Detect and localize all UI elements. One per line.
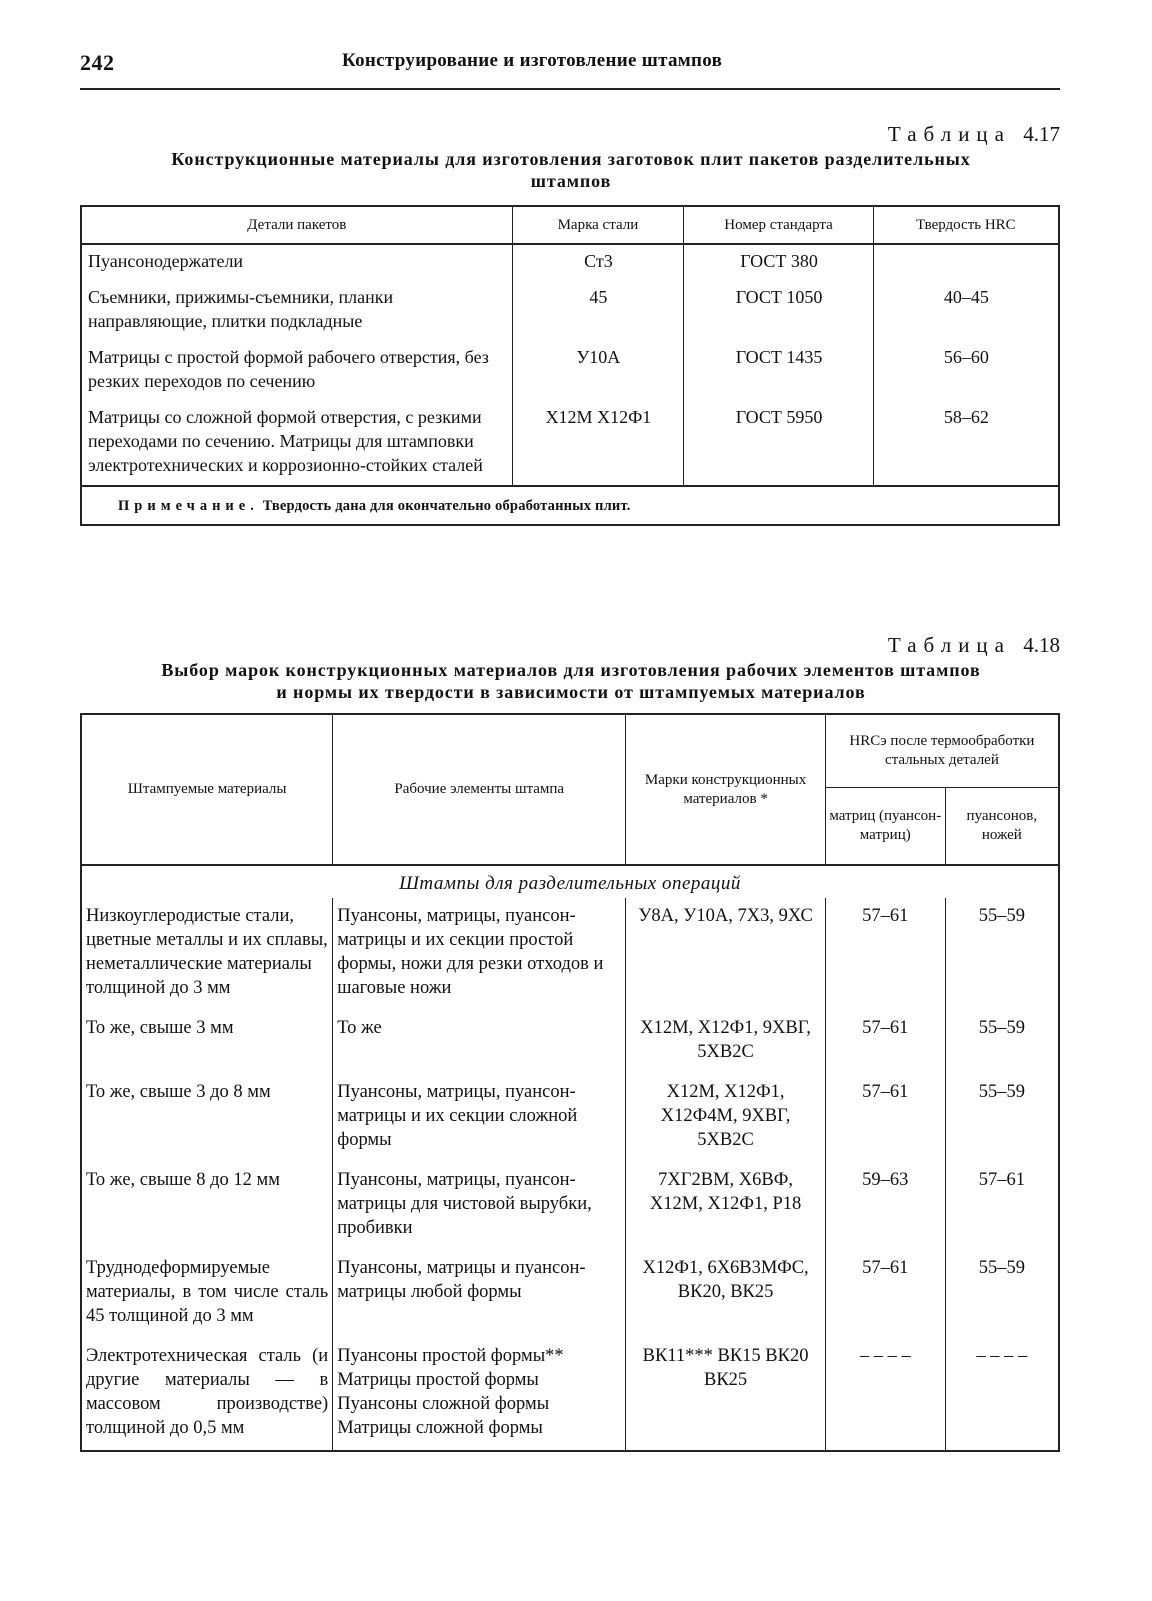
table-418-label: Таблица 4.18 <box>887 633 1060 657</box>
table-cell: Матрицы со сложной формой отверстия, с резкими переходами по сечению. Матрицы для штамповки электротехнических и коррозионно-стойких сталей <box>81 401 512 486</box>
table-cell: – – – – <box>945 1338 1059 1451</box>
table-cell: 57–61 <box>825 1250 945 1338</box>
table-cell: ГОСТ 1435 <box>684 341 874 401</box>
table-cell <box>873 244 1059 281</box>
table-cell: 56–60 <box>873 341 1059 401</box>
table-418-header-row <box>81 714 1059 788</box>
table-417-label: Таблица 4.17 <box>887 122 1060 146</box>
table-cell: Х12М, Х12Ф1, 9ХВГ, 5ХВ2С <box>626 1010 826 1074</box>
table-cell: Низкоуглеродистые стали, цветные металлы и их сплавы, неметаллические материалы толщиной до 3 мм <box>81 898 333 1010</box>
table-cell: Х12Ф1, 6Х6В3МФС, ВК20, ВК25 <box>626 1250 826 1338</box>
table-cell: 57–61 <box>825 1010 945 1074</box>
table-row <box>81 1338 1059 1451</box>
table-417-caption: Конструкционные материалы для изготовления заготовок плит пакетов разделительных штампов <box>171 149 971 191</box>
table-418 <box>80 713 1060 1452</box>
page-header <box>80 48 1060 90</box>
table-cell: ВК11*** ВК15 ВК20 ВК25 <box>626 1338 826 1451</box>
table-cell: 45 <box>512 281 684 341</box>
section-row <box>81 865 1059 898</box>
table-cell: ГОСТ 5950 <box>684 401 874 486</box>
running-title: Конструирование и изготовление штампов <box>342 50 723 71</box>
table-row <box>81 341 1059 401</box>
table-418-caption: Выбор марок конструкционных материалов для изготовления рабочих элементов штампов и нормы их твердости в зависимости от штампуемых материалов <box>161 660 981 702</box>
table-cell: 55–59 <box>945 1074 1059 1162</box>
column-header: Марки конструкционных материалов * <box>626 714 826 865</box>
table-cell: Пуансоны, матрицы, пуансон-матрицы и их секции сложной формы <box>333 1074 626 1162</box>
table-cell: 57–61 <box>825 1074 945 1162</box>
table-cell: Съемники, прижимы-съемники, планки направляющие, плитки подкладные <box>81 281 512 341</box>
table-cell: То же, свыше 3 мм <box>81 1010 333 1074</box>
table-cell: Труднодеформируемые материалы, в том числе сталь 45 толщиной до 3 мм <box>81 1250 333 1338</box>
table-cell: ГОСТ 380 <box>684 244 874 281</box>
column-header: Рабочие элементы штампа <box>333 714 626 865</box>
table-cell: То же, свыше 3 до 8 мм <box>81 1074 333 1162</box>
table-cell: Х12М Х12Ф1 <box>512 401 684 486</box>
table-cell: Пуансоны, матрицы, пуансон-матрицы для чистовой вырубки, пробивки <box>333 1162 626 1250</box>
table-cell: Х12М, Х12Ф1, Х12Ф4М, 9ХВГ, 5ХВ2С <box>626 1074 826 1162</box>
column-group-header: HRCэ после термообработки стальных деталей <box>825 714 1059 788</box>
table-cell: Пуансоны простой формы** Матрицы простой формы Пуансоны сложной формы Матрицы сложной формы <box>333 1338 626 1451</box>
table-cell: У8А, У10А, 7Х3, 9ХС <box>626 898 826 1010</box>
table-cell: Ст3 <box>512 244 684 281</box>
table-cell: То же <box>333 1010 626 1074</box>
table-cell: – – – – <box>825 1338 945 1451</box>
table-cell: Матрицы с простой формой рабочего отверстия, без резких переходов по сечению <box>81 341 512 401</box>
table-cell: 57–61 <box>945 1162 1059 1250</box>
table-row <box>81 244 1059 281</box>
table-cell: Электротехническая сталь (и другие материалы — в массовом производстве) толщиной до 0,5 мм <box>81 1338 333 1451</box>
table-row <box>81 1010 1059 1074</box>
table-cell: 55–59 <box>945 898 1059 1010</box>
table-cell: 7ХГ2ВМ, Х6ВФ, Х12М, Х12Ф1, Р18 <box>626 1162 826 1250</box>
table-cell: Пуансоны, матрицы и пуансон-матрицы любой формы <box>333 1250 626 1338</box>
column-header: Твердость HRC <box>873 206 1059 244</box>
column-header: Номер стандарта <box>684 206 874 244</box>
table-cell: Пуансоны, матрицы, пуансон-матрицы и их секции простой формы, ножи для резки отходов и шаговые ножи <box>333 898 626 1010</box>
table-note-row <box>81 486 1059 525</box>
table-cell: То же, свыше 8 до 12 мм <box>81 1162 333 1250</box>
table-417 <box>80 205 1060 526</box>
table-row <box>81 1074 1059 1162</box>
table-cell: ГОСТ 1050 <box>684 281 874 341</box>
table-cell: 57–61 <box>825 898 945 1010</box>
column-header: Штампуемые материалы <box>81 714 333 865</box>
column-header: Детали пакетов <box>81 206 512 244</box>
table-cell: Пуансонодержатели <box>81 244 512 281</box>
table-row <box>81 898 1059 1010</box>
table-cell: 55–59 <box>945 1250 1059 1338</box>
column-header: матриц (пуансон-матриц) <box>825 788 945 866</box>
column-header: Марка стали <box>512 206 684 244</box>
table-cell: 58–62 <box>873 401 1059 486</box>
table-note <box>81 486 1059 525</box>
table-cell: 40–45 <box>873 281 1059 341</box>
section-title: Штампы для разделительных операций <box>81 865 1059 898</box>
note-text: Твердость дана для окончательно обработанных плит. <box>262 498 631 514</box>
table-row <box>81 281 1059 341</box>
table-cell: 55–59 <box>945 1010 1059 1074</box>
table-cell: 59–63 <box>825 1162 945 1250</box>
table-row <box>81 1162 1059 1250</box>
table-cell: У10А <box>512 341 684 401</box>
note-prefix: Примечание. <box>118 498 259 514</box>
page-number: 242 <box>80 50 115 75</box>
column-header: пуансонов, ножей <box>945 788 1059 866</box>
table-417-header-row <box>81 206 1059 244</box>
table-row <box>81 1250 1059 1338</box>
table-row <box>81 401 1059 486</box>
